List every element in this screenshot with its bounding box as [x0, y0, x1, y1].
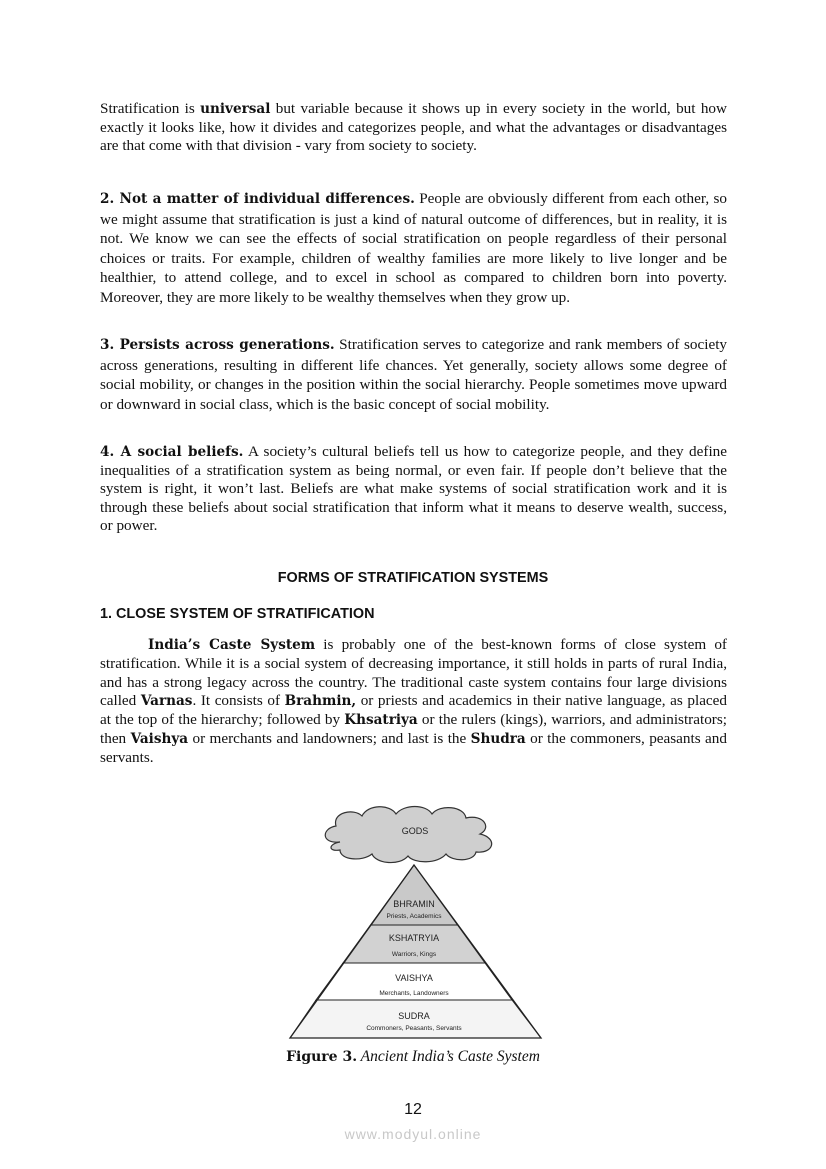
- level-desc: Priests, Academics: [386, 913, 442, 920]
- caste-pyramid-diagram: [280, 800, 555, 1045]
- paragraph-heading: 3. Persists across generations.: [100, 337, 335, 353]
- page-number: 12: [404, 1101, 422, 1118]
- gods-label: GODS: [401, 826, 429, 836]
- figure-label: Figure 3.: [286, 1049, 358, 1065]
- subheading: 1. CLOSE SYSTEM OF STRATIFICATION: [100, 606, 375, 622]
- bold-term: Varnas: [140, 693, 193, 710]
- paragraph-universal: [100, 100, 727, 156]
- paragraph-heading: 4. A social beliefs.: [100, 444, 244, 460]
- section-heading: FORMS OF STRATIFICATION SYSTEMS: [277, 570, 549, 586]
- text: or the rulers (kings), warriors, and administrators; then: [100, 711, 727, 747]
- text: is probably one of the best-known forms of close system of stratification. While it is a social system of decreasing importance, it still holds in parts of rural India, and has a strong legacy across the country. The traditional caste system contains four large divisions called: [100, 636, 727, 710]
- text: People are obviously different from each other, so we might assume that stratification is just a kind of natural outcome of differences, but in reality, it is not. We know we can see the effects of social stratification on people regardless of their personal choices or traits. For example, children of wealthy families are more likely to live longer and be healthier, to attend college, and to excel in school as compared to children born into poverty. Moreover, they are more likely to be wealthy themselves when they grow up.: [100, 190, 728, 306]
- bold-term: Vaishya: [130, 730, 189, 747]
- text: A society’s cultural beliefs tell us how to categorize people, and they define inequalities of a stratification system as being normal, or even fair. If people don’t believe that the system is right, it won’t last. Beliefs are what make systems of social stratification work and it is through these beliefs about social stratification that inform what it means to deserve wealth, success, or power.: [100, 443, 727, 535]
- text: or priests and academics in their native language, as placed at the top of the hierarchy; followed by: [100, 692, 728, 729]
- level-name: KSHATRYIA: [388, 933, 440, 943]
- text: Stratification is: [100, 100, 201, 117]
- watermark: www.modyul.online: [344, 1126, 482, 1142]
- level-name: SUDRA: [398, 1011, 430, 1021]
- bold-term: universal: [200, 101, 271, 117]
- paragraph-individual-differences: [100, 189, 727, 308]
- bold-term: Shudra: [470, 730, 526, 747]
- paragraph-heading: 2. Not a matter of individual differences.: [100, 191, 415, 207]
- bold-term: Khsatriya: [344, 712, 418, 729]
- text: or merchants and landowners; and last is the: [188, 729, 471, 747]
- paragraph-generations: [100, 335, 727, 414]
- text: Stratification serves to categorize and rank members of society across generations, resulting in different life chances. Yet generally, society allows some degree of social mobility, or changes in the position within the social hierarchy. People sometimes move upward or downward in social class, which is the basic concept of social mobility.: [100, 336, 728, 413]
- level-desc: Merchants, Landowners: [379, 990, 449, 997]
- level-name: VAISHYA: [395, 973, 433, 983]
- level-desc: Commoners, Peasants, Servants: [366, 1025, 462, 1032]
- text: but variable because it shows up in every society in the world, but how exactly it looks like, how it divides and categorizes people, and what the advantages or disadvantages are that come with that division - vary from society to society.: [100, 100, 727, 155]
- figure-caption: [0, 1048, 826, 1066]
- text: or the commoners, peasants and servants.: [100, 729, 727, 766]
- level-desc: Warriors, Kings: [391, 951, 437, 958]
- bold-term: India’s Caste System: [148, 637, 316, 653]
- level-name: BHRAMIN: [393, 899, 435, 909]
- bold-term: Brahmin,: [284, 693, 357, 710]
- paragraph-social-beliefs: [100, 443, 727, 536]
- figure-title: Ancient India’s Caste System: [357, 1048, 540, 1065]
- paragraph-caste-system: [100, 636, 727, 768]
- text: . It consists of: [192, 692, 285, 710]
